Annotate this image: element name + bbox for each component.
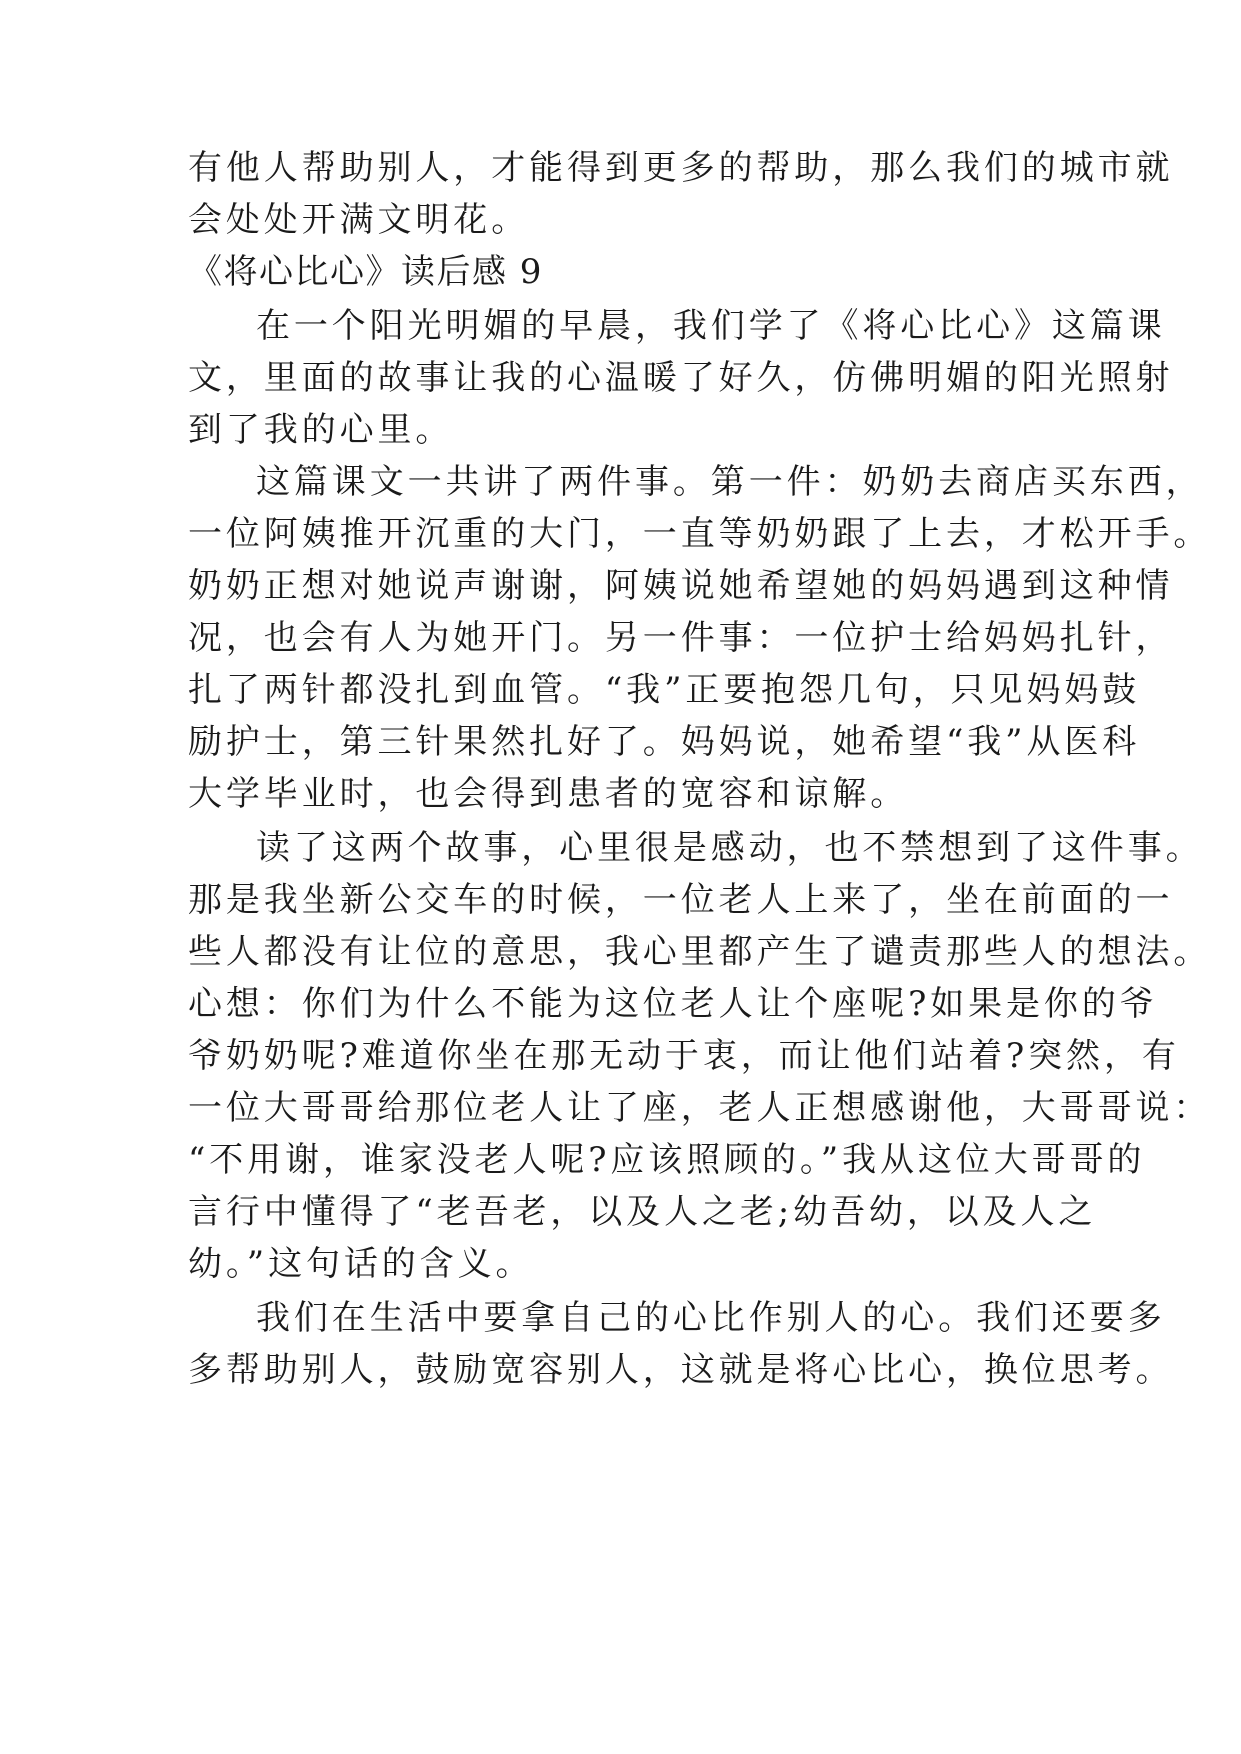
paragraph-2-line-6: 励护士，第三针果然扎好了。妈妈说，她希望“我”从医科 xyxy=(188,722,1141,762)
paragraph-2-line-5: 扎了两针都没扎到血管。“我”正要抱怨几句，只见妈妈鼓 xyxy=(188,670,1141,710)
paragraph-1-line-2: 文，里面的故事让我的心温暖了好久，仿佛明媚的阳光照射 xyxy=(188,358,1174,398)
paragraph-4-line-1: 我们在生活中要拿自己的心比作别人的心。我们还要多 xyxy=(256,1298,1166,1338)
paragraph-1-line-3: 到了我的心里。 xyxy=(188,410,454,450)
section-heading: 《将心比心》读后感 9 xyxy=(188,252,543,292)
paragraph-3-line-2: 那是我坐新公交车的时候，一位老人上来了，坐在前面的一 xyxy=(188,880,1174,920)
paragraph-3-line-3: 些人都没有让位的意思，我心里都产生了谴责那些人的想法。 xyxy=(188,932,1212,972)
paragraph-3-line-7: “不用谢，谁家没老人呢?应该照顾的。”我从这位大哥哥的 xyxy=(188,1140,1146,1180)
paragraph-2-line-1: 这篇课文一共讲了两件事。第一件：奶奶去商店买东西， xyxy=(256,462,1204,502)
intro-line-2: 会处处开满文明花。 xyxy=(188,200,530,240)
paragraph-3-line-1: 读了这两个故事，心里很是感动，也不禁想到了这件事。 xyxy=(256,828,1204,868)
paragraph-4-line-2: 多帮助别人，鼓励宽容别人，这就是将心比心，换位思考。 xyxy=(188,1350,1174,1390)
paragraph-3-line-4: 心想：你们为什么不能为这位老人让个座呢?如果是你的爷 xyxy=(188,984,1158,1024)
paragraph-2-line-3: 奶奶正想对她说声谢谢，阿姨说她希望她的妈妈遇到这种情 xyxy=(188,566,1174,606)
paragraph-2-line-7: 大学毕业时，也会得到患者的宽容和谅解。 xyxy=(188,774,909,814)
paragraph-2-line-2: 一位阿姨推开沉重的大门，一直等奶奶跟了上去，才松开手。 xyxy=(188,514,1212,554)
paragraph-3-line-9: 幼。”这句话的含义。 xyxy=(188,1244,534,1284)
paragraph-3-line-8: 言行中懂得了“老吾老，以及人之老;幼吾幼，以及人之 xyxy=(188,1192,1097,1232)
paragraph-2-line-4: 况，也会有人为她开门。另一件事：一位护士给妈妈扎针， xyxy=(188,618,1174,658)
paragraph-3-line-5: 爷奶奶呢?难道你坐在那无动于衷，而让他们站着?突然，有 xyxy=(188,1036,1180,1076)
paragraph-3-line-6: 一位大哥哥给那位老人让了座，老人正想感谢他，大哥哥说： xyxy=(188,1088,1212,1128)
paragraph-1-line-1: 在一个阳光明媚的早晨，我们学了《将心比心》这篇课 xyxy=(256,306,1166,346)
intro-line-1: 有他人帮助别人，才能得到更多的帮助，那么我们的城市就 xyxy=(188,148,1174,188)
